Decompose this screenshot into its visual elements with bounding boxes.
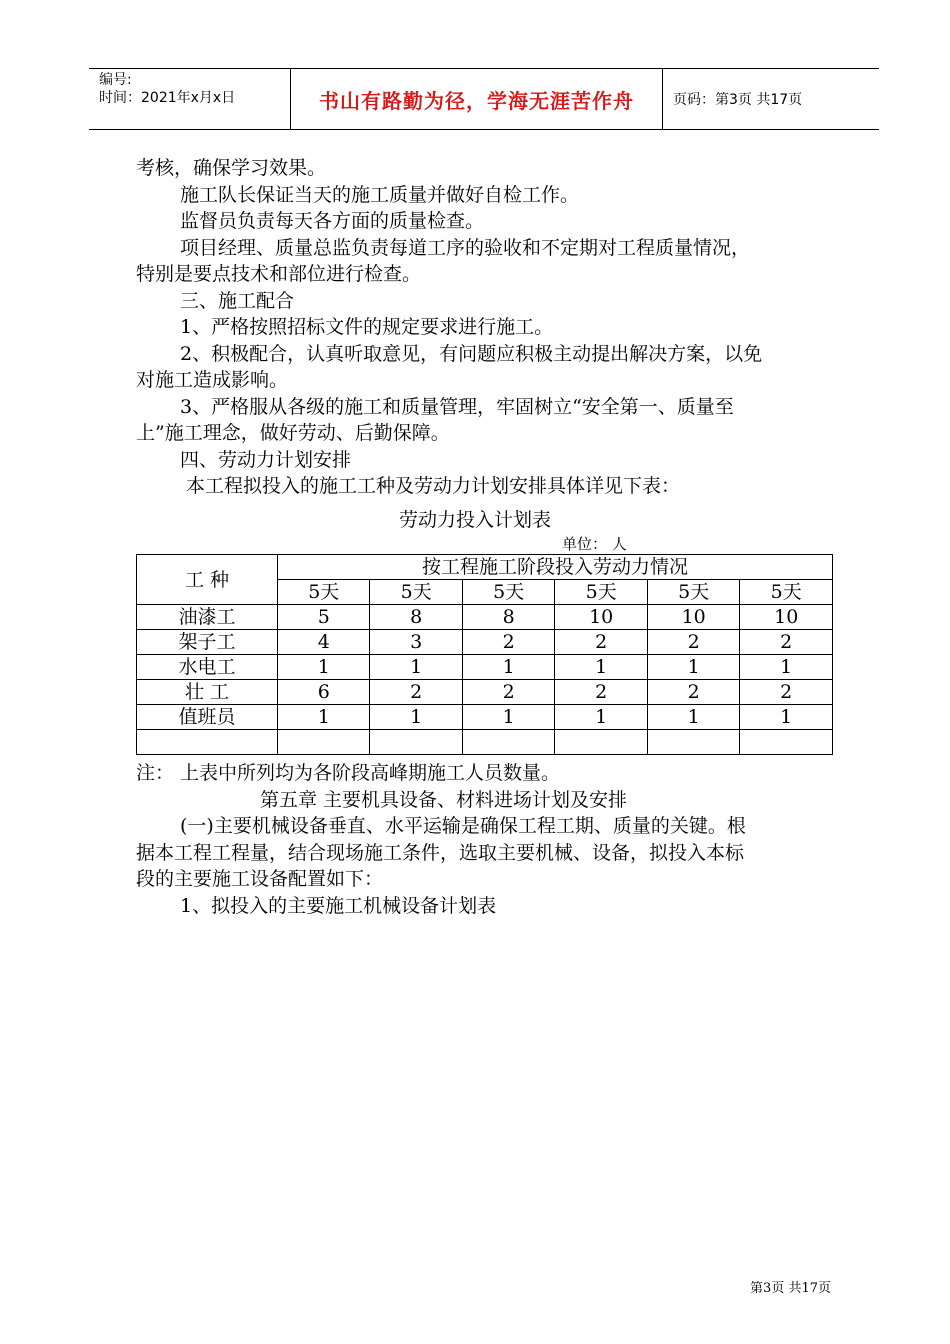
table-cell: 1 [370, 655, 462, 680]
section-heading: 三、施工配合 [180, 289, 295, 312]
paragraph: 特别是要点技术和部位进行检查。 [136, 263, 422, 285]
header-motto: 书山有路勤为径，学海无涯苦作舟 [291, 69, 663, 129]
table-cell: 2 [740, 630, 833, 655]
row-name: 油漆工 [137, 605, 278, 630]
paragraph: 1、严格按照招标文件的规定要求进行施工。 [180, 316, 554, 338]
page-header [89, 68, 879, 130]
table-cell: 1 [462, 705, 554, 730]
table-cell: 6 [278, 680, 370, 705]
paragraph: 2、积极配合，认真听取意见，有问题应积极主动提出解决方案，以免 [180, 342, 763, 365]
empty-cell [370, 730, 462, 755]
table-row [137, 705, 833, 730]
table-note: 注： 上表中所列均为各阶段高峰期施工人员数量。 [136, 762, 561, 784]
table-cell: 1 [740, 705, 833, 730]
stage-cell: 5天 [462, 580, 554, 605]
table-row [137, 655, 833, 680]
table-cell: 10 [740, 605, 833, 630]
table-cell: 2 [462, 680, 554, 705]
body-text-after-table [136, 760, 836, 919]
table-row [137, 605, 833, 630]
table-cell: 2 [370, 680, 462, 705]
table-header-row [137, 555, 833, 580]
paragraph: 3、严格服从各级的施工和质量管理，牢固树立“安全第一、质量至 [180, 395, 734, 418]
table-cell: 2 [462, 630, 554, 655]
serial-label: 编号: [99, 72, 132, 88]
table-cell: 8 [462, 605, 554, 630]
stage-cell: 5天 [370, 580, 462, 605]
table-cell: 1 [462, 655, 554, 680]
paragraph: 1、拟投入的主要施工机械设备计划表 [180, 894, 497, 917]
row-name: 架子工 [137, 630, 278, 655]
empty-cell [137, 730, 278, 755]
empty-cell [462, 730, 554, 755]
section-heading: 四、劳动力计划安排 [180, 448, 352, 471]
col-header-trade: 工 种 [137, 555, 278, 605]
table-unit: 单位： 人 [562, 535, 627, 553]
empty-cell [278, 730, 370, 755]
table-row-empty [137, 730, 833, 755]
table-cell: 1 [740, 655, 833, 680]
group-header: 按工程施工阶段投入劳动力情况 [278, 555, 833, 580]
table-row [137, 630, 833, 655]
paragraph: 本工程拟投入的施工工种及劳动力计划安排具体详见下表： [186, 475, 681, 497]
paragraph: 施工队长保证当天的施工质量并做好自检工作。 [180, 183, 580, 206]
table-cell: 1 [555, 655, 647, 680]
table-cell: 4 [278, 630, 370, 655]
table-cell: 8 [370, 605, 462, 630]
table-cell: 1 [370, 705, 462, 730]
paragraph: 段的主要施工设备配置如下： [136, 868, 384, 890]
paragraph: 监督员负责每天各方面的质量检查。 [180, 210, 485, 232]
table-cell: 3 [370, 630, 462, 655]
empty-cell [555, 730, 647, 755]
paragraph: 上”施工理念，做好劳动、后勤保障。 [136, 422, 450, 444]
row-name: 值班员 [137, 705, 278, 730]
stage-cell: 5天 [555, 580, 647, 605]
stage-cell: 5天 [647, 580, 739, 605]
table-cell: 1 [647, 705, 739, 730]
table-title: 劳动力投入计划表 [398, 509, 551, 531]
stage-cell: 5天 [740, 580, 833, 605]
paragraph: 考核，确保学习效果。 [136, 157, 327, 179]
table-cell: 2 [740, 680, 833, 705]
table-cell: 1 [555, 705, 647, 730]
empty-cell [647, 730, 739, 755]
row-name: 水电工 [137, 655, 278, 680]
row-name: 壮 工 [137, 680, 278, 705]
table-cell: 1 [278, 655, 370, 680]
footer-page-number: 第3页 共17页 [750, 1281, 831, 1296]
table-cell: 10 [647, 605, 739, 630]
table-row [137, 680, 833, 705]
table-cell: 5 [278, 605, 370, 630]
header-meta [89, 69, 291, 129]
paragraph: 对施工造成影响。 [136, 369, 289, 391]
table-cell: 2 [555, 630, 647, 655]
stage-cell: 5天 [278, 580, 370, 605]
table-cell: 1 [647, 655, 739, 680]
table-cell: 10 [555, 605, 647, 630]
table-cell: 2 [647, 680, 739, 705]
header-page-number: 页码：第3页 共17页 [673, 92, 803, 108]
table-cell: 1 [278, 705, 370, 730]
table-cell: 2 [555, 680, 647, 705]
empty-cell [740, 730, 833, 755]
labor-plan-table [136, 554, 833, 755]
paragraph: 据本工程工程量，结合现场施工条件，选取主要机械、设备，拟投入本标 [136, 841, 745, 864]
time-label: 时间：2021年x月x日 [99, 90, 236, 106]
paragraph: 项目经理、质量总监负责每道工序的验收和不定期对工程质量情况， [180, 236, 751, 259]
chapter-heading: 第五章 主要机具设备、材料进场计划及安排 [260, 788, 628, 811]
paragraph: (一)主要机械设备垂直、水平运输是确保工程工期、质量的关键。根 [180, 815, 746, 837]
table-cell: 2 [647, 630, 739, 655]
body-text [136, 155, 836, 500]
